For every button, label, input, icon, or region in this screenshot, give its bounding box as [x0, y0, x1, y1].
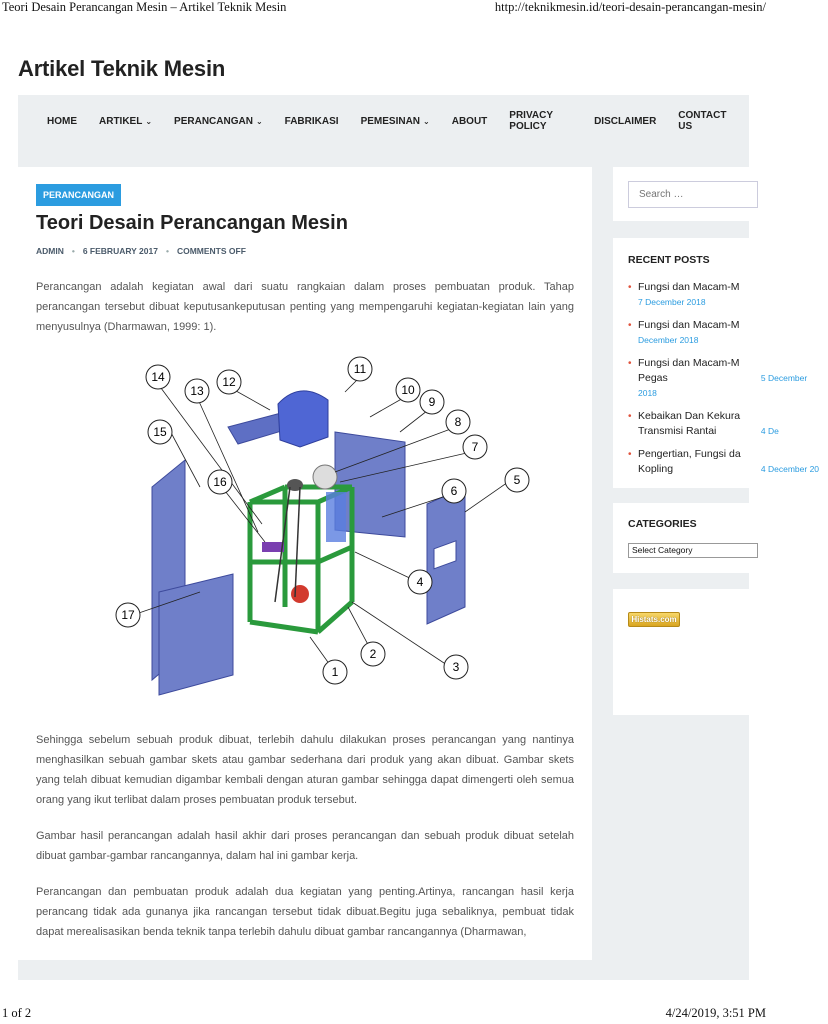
nav-item-perancangan[interactable] — [174, 116, 263, 127]
recent-post-item[interactable] — [628, 280, 828, 310]
site-title[interactable]: Artikel Teknik Mesin — [18, 56, 226, 81]
callout-4 — [408, 570, 432, 594]
svg-text:14: 14 — [151, 370, 165, 384]
recent-post-item[interactable] — [628, 318, 828, 348]
nav-label: DISCLAIMER — [594, 115, 657, 127]
pulley-disc — [313, 465, 337, 489]
nav-label: PERANCANGAN — [174, 115, 253, 127]
svg-text:13: 13 — [190, 384, 204, 398]
electric-motor — [291, 585, 309, 603]
sidebar-recent-posts — [613, 238, 820, 488]
callout-2 — [361, 642, 385, 666]
svg-text:2: 2 — [369, 647, 377, 661]
callout-17 — [116, 603, 140, 627]
histats-counter-logo[interactable]: Histats.com — [628, 612, 680, 627]
callout-10 — [396, 378, 420, 402]
svg-text:3: 3 — [452, 660, 460, 674]
recent-post-title[interactable]: Fungsi dan Macam-M — [638, 319, 740, 331]
bullet-icon: • — [628, 320, 632, 331]
callout-7 — [463, 435, 487, 459]
chevron-down-icon: ⌄ — [255, 116, 263, 126]
nav-item-fabrikasi[interactable] — [285, 116, 339, 127]
svg-text:12: 12 — [222, 375, 236, 389]
callout-6 — [442, 479, 466, 503]
nav-label: FABRIKASI — [284, 115, 339, 127]
panel-front-bottom — [159, 574, 233, 695]
nav-label: ABOUT — [451, 115, 488, 127]
bullet-icon: • — [628, 358, 632, 369]
callout-3 — [444, 655, 468, 679]
recent-post-title[interactable]: Fungsi dan Macam-M — [638, 281, 740, 293]
recent-post-item[interactable] — [628, 356, 828, 401]
print-datetime: 4/24/2019, 3:51 PM — [665, 1006, 766, 1020]
post-paragraph: Gambar hasil perancangan adalah hasil akhir dari proses perancangan dan sebuah produk dibuat setelah dibuat gambar-gambar rancangannya, dalam hal ini gambar kerja. — [36, 830, 574, 862]
svg-text:10: 10 — [401, 383, 415, 397]
svg-text:4: 4 — [416, 575, 424, 589]
recent-post-date: 5 December 2018 — [638, 373, 808, 398]
print-title: Teori Desain Perancangan Mesin – Artikel Teknik Mesin — [2, 0, 287, 14]
nav-item-about[interactable] — [452, 116, 488, 127]
recent-post-date: 4 December 20 — [760, 464, 820, 474]
meta-separator: • — [165, 246, 169, 256]
callout-15 — [148, 420, 172, 444]
chevron-down-icon: ⌄ — [423, 116, 430, 126]
recent-post-title[interactable]: Fungsi dan Macam-M Pegas — [638, 357, 740, 384]
svg-text:5: 5 — [513, 473, 521, 487]
svg-text:11: 11 — [353, 362, 367, 376]
post-content — [18, 167, 592, 960]
post-paragraph: Sehingga sebelum sebuah produk dibuat, terlebih dahulu dilakukan proses perancangan yang nantinya menghasilkan sebuah gambar skets atau gambar sederhana dari produk yang akan dibuat. Gambar skets yang telah dibuat kemudian digambar kembali dengan aturan gambar sehingga dapat dimengerti oleh semua orang yang ikut terlibat dalam proses pembuatan produk tersebut. — [36, 734, 574, 806]
nav-item-disclaimer[interactable] — [594, 116, 656, 127]
sidebar-search-widget — [613, 167, 749, 221]
hopper-cover — [278, 391, 328, 447]
nav-item-contact-us[interactable] — [678, 110, 727, 132]
chevron-down-icon: ⌄ — [145, 116, 153, 126]
recent-posts-list — [628, 280, 828, 485]
callout-5 — [505, 468, 529, 492]
recent-posts-heading: RECENT POSTS — [628, 254, 710, 266]
svg-text:17: 17 — [121, 608, 135, 622]
callout-8 — [446, 410, 470, 434]
bullet-icon: • — [628, 449, 632, 460]
bullet-icon: • — [628, 282, 632, 293]
print-page-number: 1 of 2 — [2, 1006, 32, 1020]
recent-post-title[interactable]: Kebaikan Dan Kekura Transmisi Rantai — [638, 410, 741, 437]
category-select[interactable]: Select Category — [628, 543, 758, 558]
post-date[interactable]: 6 FEBRUARY 2017 — [82, 246, 158, 256]
svg-text:15: 15 — [153, 425, 167, 439]
print-url: http://teknikmesin.id/teori-desain-perancangan-mesin/ — [494, 0, 766, 14]
print-footer — [0, 1006, 768, 1024]
nav-item-home[interactable] — [47, 116, 77, 127]
bearing-block — [262, 542, 284, 552]
callout-1 — [323, 660, 347, 684]
recent-post-item[interactable] — [628, 447, 828, 477]
category-badge[interactable]: PERANCANGAN — [36, 184, 121, 206]
callout-12 — [217, 370, 241, 394]
motor-housing — [326, 492, 346, 542]
svg-text:9: 9 — [428, 395, 436, 409]
recent-post-title[interactable]: Pengertian, Fungsi da Kopling — [638, 448, 741, 475]
sidebar-categories — [613, 503, 749, 573]
nav-item-pemesinan[interactable] — [361, 116, 430, 127]
callout-11 — [348, 357, 372, 381]
meta-separator: • — [71, 246, 75, 256]
post-paragraph: Perancangan adalah kegiatan awal dari suatu rangkaian dalam proses pembuatan produk. Tahap perancangan tersebut dibuat keputusankeputusan penting yang mempengaruhi kegiatan-kegiatan lain yang menyusulnya (Dharmawan, 1999: 1). — [36, 281, 574, 333]
machine-exploded-diagram — [90, 352, 520, 707]
nav-item-privacy-policy[interactable] — [509, 110, 572, 132]
main-nav — [18, 95, 749, 147]
recent-post-date: 4 De — [760, 426, 779, 436]
svg-text:7: 7 — [471, 440, 479, 454]
recent-post-date: 7 December 2018 — [638, 297, 706, 307]
sidebar-histats — [613, 589, 749, 715]
callout-9 — [420, 390, 444, 414]
callout-13 — [185, 379, 209, 403]
post-paragraph: Perancangan dan pembuatan produk adalah dua kegiatan yang penting.Artinya, rancangan hasil kerja perancang tidak ada gunanya jika rancangan tersebut tidak dibuat.Begitu juga sebaliknya, pembuat tidak dapat merealisasikan benda teknik tanpa terlebih dahulu dibuat gambar rancangannya (Dharmawan, — [36, 886, 574, 938]
nav-label: PRIVACY POLICY — [509, 110, 553, 132]
search-input[interactable] — [628, 181, 758, 208]
svg-text:8: 8 — [454, 415, 462, 429]
nav-label: HOME — [47, 115, 77, 127]
bullet-icon: • — [628, 411, 632, 422]
callout-14 — [146, 365, 170, 389]
recent-post-item[interactable] — [628, 409, 828, 439]
nav-label: ARTIKEL — [99, 115, 143, 127]
svg-text:6: 6 — [450, 484, 458, 498]
nav-label: PEMESINAN — [360, 115, 421, 127]
recent-post-date: December 2018 — [638, 335, 699, 345]
post-title: Teori Desain Perancangan Mesin — [36, 212, 348, 234]
svg-text:1: 1 — [331, 665, 339, 679]
post-comments: COMMENTS OFF — [176, 246, 246, 256]
categories-heading: CATEGORIES — [628, 518, 697, 530]
post-author[interactable]: ADMIN — [36, 246, 64, 256]
diagram-panels — [152, 391, 465, 695]
nav-label: CONTACT US — [678, 110, 727, 132]
post-meta — [36, 246, 246, 256]
callout-16 — [208, 470, 232, 494]
print-header — [0, 0, 768, 18]
svg-text:16: 16 — [213, 475, 227, 489]
nav-item-artikel[interactable] — [99, 116, 152, 127]
